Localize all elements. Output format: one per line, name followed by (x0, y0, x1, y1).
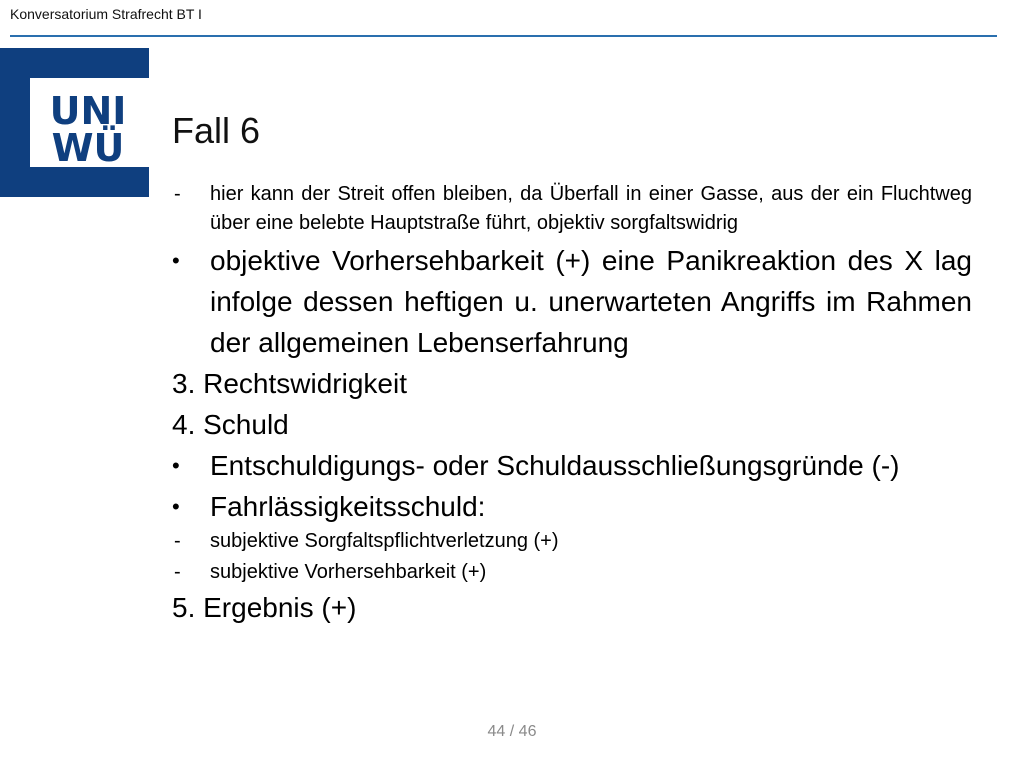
dash-marker: - (174, 561, 181, 583)
list-item-text: objektive Vorhersehbarkeit (+) eine Panikreaktion des X lag infolge dessen heftigen u. unerwarteten Angriffs im Rahmen der allgemeinen Lebenserfahrung (210, 245, 972, 358)
dash-marker: - (174, 183, 181, 205)
list-item (172, 558, 972, 587)
logo-lettering (0, 48, 149, 197)
section-heading (172, 587, 972, 628)
logo-text-uni: UNI (49, 89, 127, 133)
list-item (172, 527, 972, 556)
list-item-text: Entschuldigungs- oder Schuldausschließungsgründe (-) (210, 450, 900, 481)
bullet-marker: • (172, 494, 180, 519)
list-item-text: subjektive Vorhersehbarkeit (+) (210, 561, 487, 583)
dash-marker: - (174, 530, 181, 552)
list-item (172, 445, 972, 486)
slide-content (172, 180, 972, 628)
page-number: 44 / 46 (487, 723, 537, 740)
slide-title: Fall 6 (172, 110, 261, 151)
list-item (172, 240, 972, 363)
section-heading-text: 5. Ergebnis (+) (172, 592, 357, 623)
section-heading-text: 3. Rechtswidrigkeit (172, 368, 407, 399)
section-heading (172, 363, 972, 404)
list-item-text: subjektive Sorgfaltspflichtverletzung (+) (210, 530, 559, 552)
list-item-text: hier kann der Streit offen bleiben, da Überfall in einer Gasse, aus der ein Fluchtweg über eine belebte Hauptstraße führt, objektiv sorgfaltswidrig (210, 183, 972, 234)
header-title: Konversatorium Strafrecht BT I (10, 6, 202, 22)
section-heading (172, 404, 972, 445)
list-item (172, 486, 972, 527)
header-divider (10, 35, 997, 37)
section-heading-text: 4. Schuld (172, 409, 289, 440)
bullet-marker: • (172, 453, 180, 478)
list-item (172, 180, 972, 238)
university-logo (0, 48, 149, 197)
logo-text-wue: WÜ (51, 126, 125, 170)
list-item-text: Fahrlässigkeitsschuld: (210, 491, 486, 522)
bullet-marker: • (172, 248, 180, 273)
